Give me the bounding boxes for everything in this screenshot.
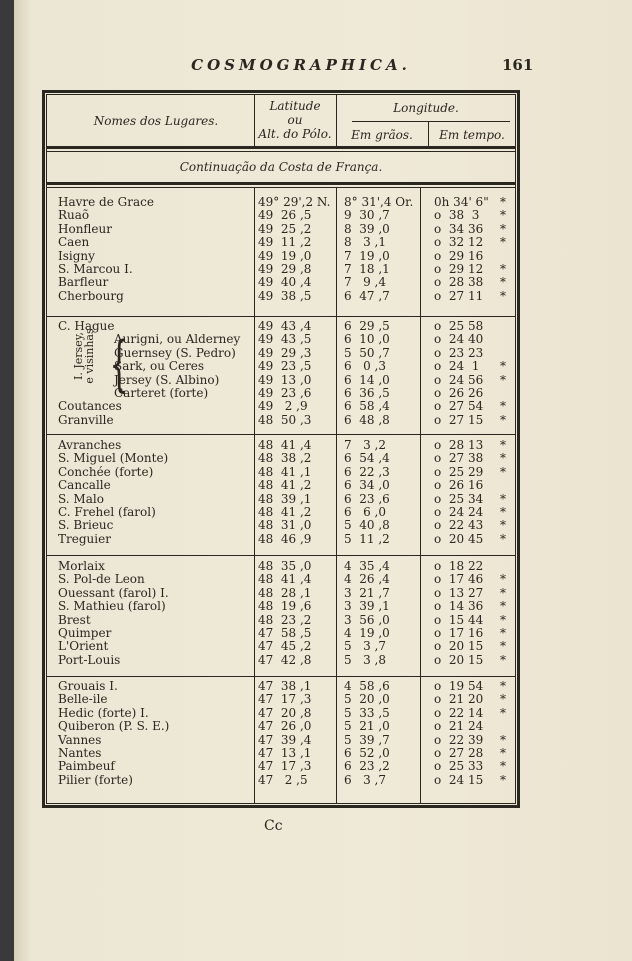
latitude-value: 49 23 ,6 — [258, 386, 312, 400]
longitude-degrees-value: 6 52 ,0 — [344, 746, 390, 760]
place-name: S. Marcou I. — [58, 262, 133, 276]
longitude-degrees-value: 5 3 ,8 — [344, 652, 386, 667]
star-mark: * — [500, 399, 506, 414]
section-title: Continuação da Costa de França. — [179, 160, 383, 174]
longitude-time-value: o 27 11 — [434, 288, 484, 303]
latitude-value: 49 26 ,5 — [258, 208, 312, 223]
longitude-time-value: o 29 12 — [434, 262, 484, 276]
longitude-time-value: o 17 46 — [434, 572, 484, 587]
star-mark: * — [500, 288, 506, 303]
latitude-value: 47 20 ,8 — [258, 705, 312, 720]
place-name: Cherbourg — [58, 288, 124, 303]
longitude-degrees-value: 6 47 ,7 — [344, 288, 390, 303]
longitude-degrees-value: 5 39 ,7 — [344, 732, 390, 747]
place-name: Cancalle — [58, 478, 111, 493]
latitude-value: 48 50 ,3 — [258, 412, 312, 427]
longitude-time-value: o 17 16 — [434, 626, 484, 640]
longitude-degrees-value: 6 23 ,6 — [344, 491, 390, 506]
place-name: Paimbeuf — [58, 759, 115, 774]
header-rule — [336, 94, 337, 146]
place-name: Caen — [58, 235, 90, 250]
star-mark: * — [500, 518, 506, 533]
place-name: Nantes — [58, 746, 102, 760]
latitude-value: 48 46 ,9 — [258, 531, 312, 546]
header-em-tempo: Em tempo. — [439, 128, 505, 142]
column-rule — [420, 188, 421, 804]
longitude-time-value: o 29 16 — [434, 248, 484, 263]
longitude-degrees-value: 7 3 ,2 — [344, 438, 386, 452]
longitude-degrees-value: 4 26 ,4 — [344, 572, 390, 587]
latitude-value: 48 35 ,0 — [258, 559, 312, 573]
latitude-value: 47 26 ,0 — [258, 719, 312, 734]
star-mark: * — [500, 732, 506, 747]
latitude-value: 48 19 ,6 — [258, 599, 312, 614]
latitude-value: 49 19 ,0 — [258, 248, 312, 263]
place-name: Hedic (forte) I. — [58, 705, 149, 720]
longitude-degrees-value: 5 40 ,8 — [344, 518, 390, 533]
longitude-time-value: o 38 3 — [434, 208, 480, 223]
longitude-degrees-value: 8 3 ,1 — [344, 235, 386, 250]
place-name: Grouais I. — [58, 679, 118, 693]
latitude-value: 47 45 ,2 — [258, 639, 312, 654]
star-mark: * — [500, 208, 506, 223]
longitude-degrees-value: 6 36 ,5 — [344, 386, 390, 400]
longitude-time-value: o 18 22 — [434, 559, 484, 573]
star-mark: * — [500, 612, 506, 627]
longitude-degrees-value: 7 9 ,4 — [344, 275, 386, 290]
longitude-degrees-value: 5 11 ,2 — [344, 531, 390, 546]
latitude-value: 47 42 ,8 — [258, 652, 312, 667]
star-mark: * — [500, 359, 506, 374]
header-latitude-1: Latitude — [269, 99, 321, 113]
place-name: C. Frehel (farol) — [58, 505, 156, 519]
longitude-time-value: o 24 56 — [434, 372, 484, 387]
star-mark: * — [500, 639, 506, 654]
longitude-time-value: o 28 38 — [434, 275, 484, 290]
header-rule — [352, 121, 510, 122]
longitude-degrees-value: 6 54 ,4 — [344, 451, 390, 466]
longitude-time-value: o 20 15 — [434, 639, 484, 654]
place-name: S. Malo — [58, 491, 104, 506]
place-name: Belle-ile — [58, 692, 108, 707]
place-name: Avranches — [58, 438, 122, 452]
longitude-degrees-value: 7 18 ,1 — [344, 262, 390, 276]
section-rule — [46, 187, 516, 188]
longitude-degrees-value: 9 30 ,7 — [344, 208, 390, 223]
star-mark: * — [500, 262, 506, 276]
latitude-value: 49 43 ,4 — [258, 319, 312, 333]
brace-label-line: e visinhas — [83, 328, 96, 384]
star-mark: * — [500, 679, 506, 693]
header-latitude-2: ou — [287, 113, 303, 127]
latitude-value: 47 38 ,1 — [258, 679, 312, 693]
star-mark: * — [500, 572, 506, 587]
latitude-value: 48 41 ,4 — [258, 572, 312, 587]
longitude-time-value: o 27 15 — [434, 412, 484, 427]
latitude-value: 48 41 ,2 — [258, 478, 312, 493]
latitude-value: 47 2 ,5 — [258, 772, 308, 787]
longitude-time-value: o 22 39 — [434, 732, 484, 747]
longitude-degrees-value: 5 20 ,0 — [344, 692, 390, 707]
longitude-degrees-value: 6 14 ,0 — [344, 372, 390, 387]
place-name: Barfleur — [58, 275, 109, 290]
latitude-value: 48 38 ,2 — [258, 451, 312, 466]
longitude-time-value: o 21 24 — [434, 719, 484, 734]
longitude-degrees-value: 4 35 ,4 — [344, 559, 390, 573]
latitude-value: 49 43 ,5 — [258, 332, 312, 347]
star-mark: * — [500, 372, 506, 387]
longitude-time-value: o 27 54 — [434, 399, 484, 414]
longitude-degrees-value: 5 21 ,0 — [344, 719, 390, 734]
latitude-value: 49 11 ,2 — [258, 235, 312, 250]
longitude-time-value: o 13 27 — [434, 585, 484, 600]
column-rule — [336, 188, 337, 804]
signature-mark: Cc — [264, 818, 283, 834]
latitude-value: 49 40 ,4 — [258, 275, 312, 290]
longitude-time-value: o 26 16 — [434, 478, 484, 493]
longitude-degrees-value: 6 10 ,0 — [344, 332, 390, 347]
longitude-time-value: o 25 29 — [434, 464, 484, 479]
longitude-time-value: o 21 20 — [434, 692, 484, 707]
longitude-degrees-value: 7 19 ,0 — [344, 248, 390, 263]
header-rule — [254, 94, 255, 146]
running-title: COSMOGRAPHICA. — [191, 56, 411, 74]
header-rule — [46, 151, 516, 152]
section-rule — [46, 182, 516, 185]
place-name: Coutances — [58, 399, 122, 414]
longitude-degrees-value: 8 39 ,0 — [344, 221, 390, 236]
star-mark: * — [500, 772, 506, 787]
longitude-degrees-value: 5 3 ,7 — [344, 639, 386, 654]
column-rule — [254, 188, 255, 804]
place-name: Conchée (forte) — [58, 464, 154, 479]
star-mark: * — [500, 275, 506, 290]
place-name: Granville — [58, 412, 114, 427]
longitude-degrees-value: 6 22 ,3 — [344, 464, 390, 479]
latitude-value: 49 29 ,8 — [258, 262, 312, 276]
page-number: 161 — [502, 56, 534, 74]
latitude-value: 49 2 ,9 — [258, 399, 308, 414]
place-name: S. Pol-de Leon — [58, 572, 145, 587]
place-name: S. Brieuc — [58, 518, 114, 533]
book-page — [14, 0, 632, 961]
star-mark: * — [500, 491, 506, 506]
header-longitude: Longitude. — [393, 101, 459, 115]
place-name: Isigny — [58, 248, 95, 263]
longitude-time-value: o 27 38 — [434, 451, 484, 466]
latitude-value: 47 17 ,3 — [258, 692, 312, 707]
place-name: Honfleur — [58, 221, 112, 236]
header-em-graos: Em grãos. — [351, 128, 413, 142]
longitude-degrees-value: 6 23 ,2 — [344, 759, 390, 774]
latitude-value: 48 31 ,0 — [258, 518, 312, 533]
star-mark: * — [500, 451, 506, 466]
place-name: Sark, ou Ceres — [114, 359, 205, 374]
longitude-degrees-value: 8° 31',4 Or. — [344, 195, 414, 209]
longitude-time-value: o 27 28 — [434, 746, 484, 760]
latitude-value: 48 41 ,4 — [258, 438, 312, 452]
latitude-value: 47 39 ,4 — [258, 732, 312, 747]
longitude-degrees-value: 6 29 ,5 — [344, 319, 390, 333]
latitude-value: 48 39 ,1 — [258, 491, 312, 506]
latitude-value: 49 13 ,0 — [258, 372, 312, 387]
longitude-degrees-value: 5 33 ,5 — [344, 705, 390, 720]
longitude-time-value: o 19 54 — [434, 679, 484, 693]
longitude-time-value: o 23 23 — [434, 345, 484, 360]
latitude-value: 47 58 ,5 — [258, 626, 312, 640]
longitude-time-value: o 24 15 — [434, 772, 484, 787]
longitude-time-value: o 34 36 — [434, 221, 484, 236]
longitude-time-value: o 20 45 — [434, 531, 484, 546]
place-name: Ruaõ — [58, 208, 90, 223]
star-mark: * — [500, 705, 506, 720]
brace-label-line: I. Jersey, — [72, 332, 85, 380]
place-name: Brest — [58, 612, 91, 627]
place-name: Jersey (S. Albino) — [114, 372, 220, 387]
star-mark: * — [500, 438, 506, 452]
longitude-time-value: 0h 34' 6" — [434, 195, 489, 209]
latitude-value: 49 23 ,5 — [258, 359, 312, 374]
latitude-value: 47 13 ,1 — [258, 746, 312, 760]
longitude-degrees-value: 3 39 ,1 — [344, 599, 390, 614]
longitude-degrees-value: 6 34 ,0 — [344, 478, 390, 493]
place-name: S. Mathieu (farol) — [58, 599, 166, 614]
latitude-value: 49 29 ,3 — [258, 345, 312, 360]
longitude-time-value: o 24 40 — [434, 332, 484, 347]
longitude-degrees-value: 5 50 ,7 — [344, 345, 390, 360]
latitude-value: 48 28 ,1 — [258, 585, 312, 600]
group-rule — [46, 434, 516, 435]
star-mark: * — [500, 626, 506, 640]
longitude-degrees-value: 6 58 ,4 — [344, 399, 390, 414]
star-mark: * — [500, 652, 506, 667]
longitude-time-value: o 25 58 — [434, 319, 484, 333]
latitude-value: 48 23 ,2 — [258, 612, 312, 627]
place-name: Ouessant (farol) I. — [58, 585, 169, 600]
brace-icon: { — [109, 329, 129, 399]
star-mark: * — [500, 599, 506, 614]
place-name: Quimper — [58, 626, 112, 640]
group-rule — [46, 676, 516, 677]
header-rule — [46, 146, 516, 149]
latitude-value: 48 41 ,2 — [258, 505, 312, 519]
star-mark: * — [500, 692, 506, 707]
longitude-time-value: o 25 34 — [434, 491, 484, 506]
longitude-degrees-value: 3 56 ,0 — [344, 612, 390, 627]
place-name: S. Miguel (Monte) — [58, 451, 169, 466]
place-name: Guernsey (S. Pedro) — [114, 345, 236, 360]
longitude-time-value: o 20 15 — [434, 652, 484, 667]
place-name: Vannes — [58, 732, 102, 747]
longitude-degrees-value: 3 21 ,7 — [344, 585, 390, 600]
longitude-time-value: o 14 36 — [434, 599, 484, 614]
longitude-time-value: o 22 14 — [434, 705, 484, 720]
star-mark: * — [500, 464, 506, 479]
star-mark: * — [500, 531, 506, 546]
place-name: Port-Louis — [58, 652, 121, 667]
longitude-degrees-value: 6 0 ,3 — [344, 359, 386, 374]
place-name: Carteret (forte) — [114, 386, 209, 400]
latitude-value: 49° 29',2 N. — [258, 195, 331, 209]
header-latitude-3: Alt. do Pólo. — [258, 127, 332, 141]
longitude-degrees-value: 4 58 ,6 — [344, 679, 390, 693]
star-mark: * — [500, 585, 506, 600]
place-name: Pilier (forte) — [58, 772, 133, 787]
star-mark: * — [500, 221, 506, 236]
latitude-value: 49 38 ,5 — [258, 288, 312, 303]
longitude-degrees-value: 4 19 ,0 — [344, 626, 390, 640]
longitude-degrees-value: 6 6 ,0 — [344, 505, 386, 519]
group-rule — [46, 316, 516, 317]
place-name: L'Orient — [58, 639, 109, 654]
latitude-value: 48 41 ,1 — [258, 464, 312, 479]
latitude-value: 49 25 ,2 — [258, 221, 312, 236]
longitude-degrees-value: 6 48 ,8 — [344, 412, 390, 427]
longitude-time-value: o 22 43 — [434, 518, 484, 533]
header-rule — [428, 122, 429, 146]
star-mark: * — [500, 759, 506, 774]
longitude-time-value: o 24 24 — [434, 505, 484, 519]
longitude-time-value: o 15 44 — [434, 612, 484, 627]
longitude-time-value: o 32 12 — [434, 235, 484, 250]
longitude-time-value: o 28 13 — [434, 438, 484, 452]
place-name: Aurigni, ou Alderney — [114, 332, 241, 347]
header-names: Nomes dos Lugares. — [93, 114, 219, 128]
group-rule — [46, 555, 516, 556]
star-mark: * — [500, 746, 506, 760]
longitude-degrees-value: 6 3 ,7 — [344, 772, 386, 787]
place-name: Morlaix — [58, 559, 105, 573]
place-name: C. Hague — [58, 319, 115, 333]
longitude-time-value: o 25 33 — [434, 759, 484, 774]
longitude-time-value: o 24 1 — [434, 359, 480, 374]
place-name: Havre de Grace — [58, 195, 154, 209]
latitude-value: 47 17 ,3 — [258, 759, 312, 774]
place-name: Quiberon (P. S. E.) — [58, 719, 170, 734]
star-mark: * — [500, 195, 506, 209]
place-name: Treguier — [58, 531, 111, 546]
star-mark: * — [500, 412, 506, 427]
star-mark: * — [500, 235, 506, 250]
star-mark: * — [500, 505, 506, 519]
longitude-time-value: o 26 26 — [434, 386, 484, 400]
